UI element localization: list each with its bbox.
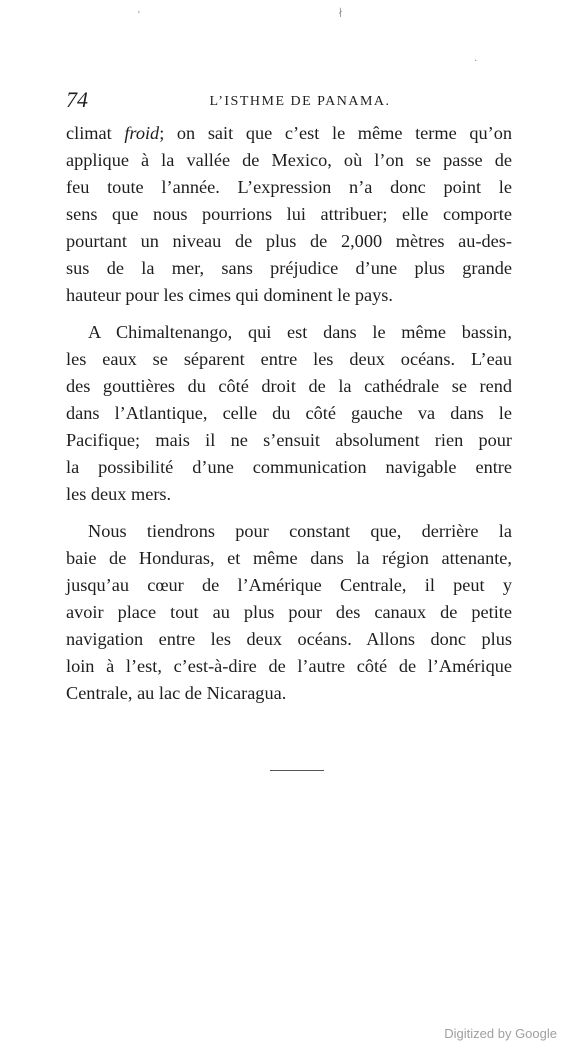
text-run: les deux mers. <box>66 484 172 504</box>
text-line <box>66 282 512 309</box>
text-line <box>66 545 512 572</box>
text-line <box>66 228 512 255</box>
text-line <box>66 680 512 707</box>
text-line <box>66 201 512 228</box>
text-run: sens que nous pourrions lui attribuer; elle comporte <box>66 204 512 224</box>
paragraph <box>66 319 512 508</box>
body-text <box>66 120 512 707</box>
text-line <box>66 120 512 147</box>
text-line <box>66 518 512 545</box>
text-run: applique à la vallée de Mexico, où l’on se passe de <box>66 150 512 170</box>
scan-speck: · <box>474 56 478 67</box>
text-line <box>66 626 512 653</box>
text-line <box>66 255 512 282</box>
text-line <box>66 427 512 454</box>
digitized-watermark: Digitized by Google <box>444 1026 557 1041</box>
text-line <box>66 653 512 680</box>
text-run: Nous tiendrons pour constant que, derrière la <box>88 521 512 541</box>
text-run: A Chimaltenango, qui est dans le même bassin, <box>88 322 512 342</box>
text-run: Centrale, au lac de Nicaragua. <box>66 683 287 703</box>
paragraph <box>66 120 512 309</box>
text-run: des gouttières du côté droit de la cathédrale se rend <box>66 376 512 396</box>
text-line <box>66 319 512 346</box>
text-run: avoir place tout au plus pour des canaux de petite <box>66 602 512 622</box>
section-separator-rule <box>270 770 324 771</box>
page-number: 74 <box>66 87 88 112</box>
text-line <box>66 454 512 481</box>
text-run: sus de la mer, sans préjudice d’une plus grande <box>66 258 512 278</box>
paragraph <box>66 518 512 707</box>
text-run: feu toute l’année. L’expression n’a donc point le <box>66 177 512 197</box>
scan-speck: ∤ <box>338 8 343 19</box>
text-line <box>66 147 512 174</box>
text-line <box>66 174 512 201</box>
text-run: hauteur pour les cimes qui dominent le pays. <box>66 285 393 305</box>
text-line <box>66 400 512 427</box>
running-head: L’ISTHME DE PANAMA. <box>209 94 391 109</box>
text-run: jusqu’au cœur de l’Amérique Centrale, il peut y <box>66 575 512 595</box>
text-line <box>66 373 512 400</box>
text-run: les eaux se séparent entre les deux océans. L’eau <box>66 349 512 369</box>
text-line <box>66 346 512 373</box>
text-line <box>66 572 512 599</box>
italic-word: froid <box>124 123 160 143</box>
text-run: navigation entre les deux océans. Allons donc plus <box>66 629 512 649</box>
text-run: pourtant un niveau de plus de 2,000 mètres au-des- <box>66 231 512 251</box>
text-run: ; on sait que c’est le même terme qu’on <box>159 123 512 143</box>
text-run: Pacifique; mais il ne s’ensuit absolument rien pour <box>66 430 512 450</box>
scan-speck: ' <box>138 10 140 21</box>
text-run: loin à l’est, c’est-à-dire de l’autre côté de l’Amérique <box>66 656 512 676</box>
text-run: climat <box>66 123 125 143</box>
text-run: baie de Honduras, et même dans la région attenante, <box>66 548 512 568</box>
text-line <box>66 481 512 508</box>
text-run: dans l’Atlantique, celle du côté gauche va dans le <box>66 403 512 423</box>
text-run: la possibilité d’une communication navigable entre <box>66 457 512 477</box>
text-line <box>66 599 512 626</box>
